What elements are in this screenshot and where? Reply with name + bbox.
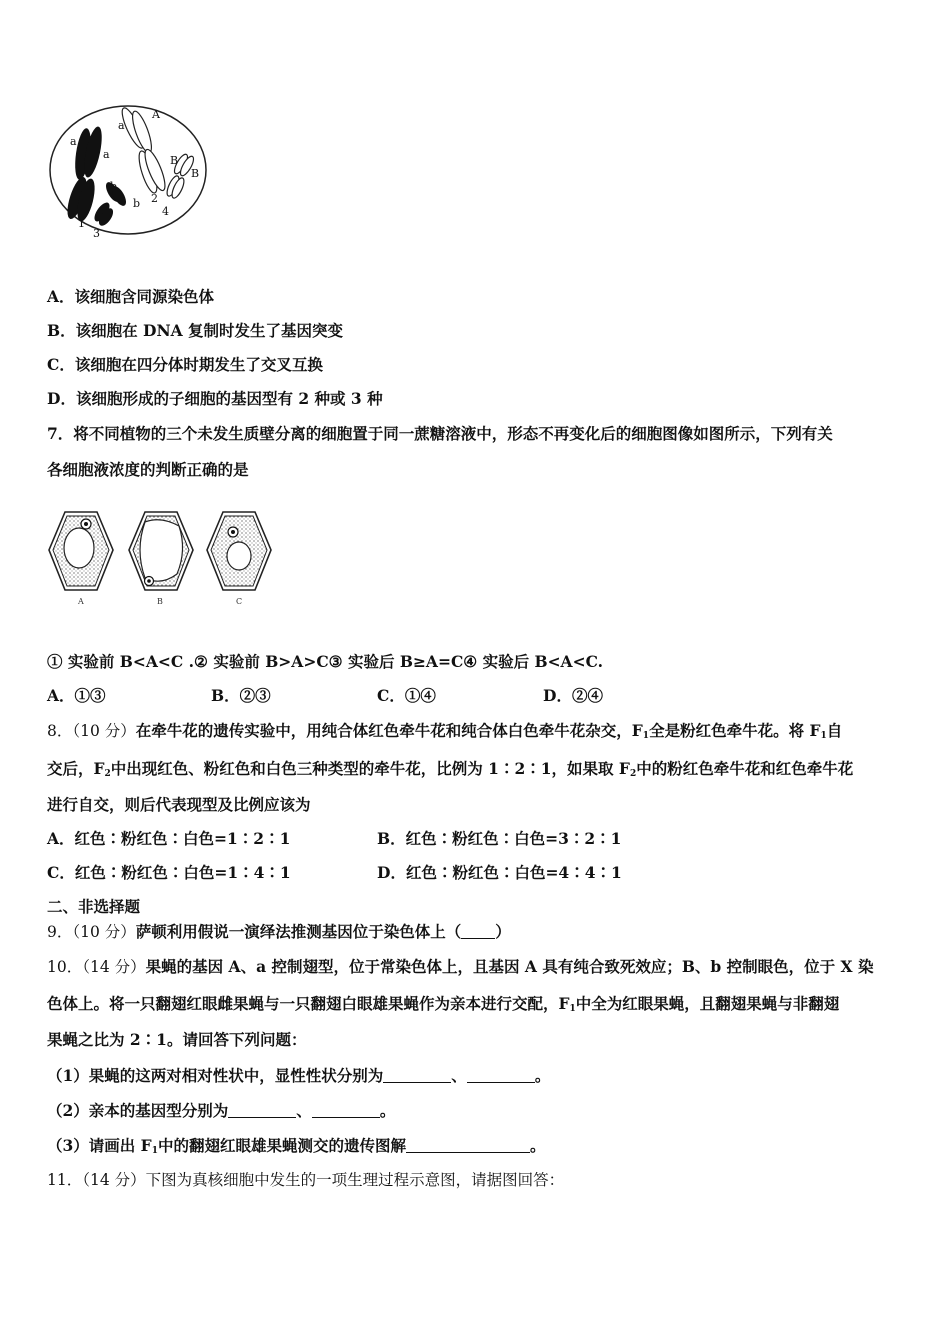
q11-text: 下图为真核细胞中发生的一项生理过程示意图，请据图回答： (145, 1171, 565, 1189)
fig1-label: a (103, 148, 110, 161)
fig1-label: B (191, 167, 200, 180)
q6-option-c: C．该细胞在四分体时期发生了交叉互换 (47, 355, 323, 374)
section-heading: 二、非选择题 (47, 897, 141, 916)
q10-text: 中全为红眼果蝇，且翻翅果蝇与非翻翅 (575, 994, 840, 1013)
q7-option-d: D．②④ (543, 686, 603, 705)
q10-text: 果蝇的基因 A、a 控制翅型，位于常染色体上，且基因 A 具有纯合致死效应；B、b 控制眼色，位于 X 染 (145, 957, 874, 976)
q10-text: 。 (534, 1066, 551, 1085)
fig1-label: B (170, 154, 179, 167)
cell-label-a: A (78, 597, 84, 606)
fig1-label: b (133, 197, 141, 210)
q8-text: 自 (826, 721, 843, 740)
q10-stem-line1 (47, 957, 873, 977)
cell-c (207, 512, 271, 590)
fig1-label: 1 (78, 217, 85, 230)
q7-stem-line1: 7．将不同植物的三个未发生质壁分离的细胞置于同一蔗糖溶液中，形态不再变化后的细胞图像如图所示，下列有关 (47, 424, 833, 443)
q8-text: 交后，F (47, 759, 105, 778)
plant-cells-figure (45, 508, 275, 608)
q8-stem-line3: 进行自交，则后代表现型及比例应该为 (47, 795, 311, 814)
answer-blank[interactable] (383, 1068, 451, 1083)
chromosome-2 (118, 106, 169, 195)
q11-score: （14 分） (82, 1171, 146, 1189)
fig1-label: 2 (151, 192, 158, 205)
answer-blank[interactable] (406, 1138, 530, 1153)
cell-a (49, 512, 113, 590)
q8-option-b: B．红色∶粉红色∶白色=3∶2∶1 (377, 829, 622, 848)
q10-text: 色体上。将一只翻翅红眼雌果蝇与一只翻翅白眼雄果蝇作为亲本进行交配，F (47, 994, 570, 1013)
answer-blank[interactable] (467, 1068, 535, 1083)
q7-options (47, 686, 603, 706)
q10-text: （1）果蝇的这两对相对性状中，显性性状分别为 (47, 1066, 384, 1085)
q7-option-b: B．②③ (211, 686, 271, 705)
q6-option-a: A．该细胞含同源染色体 (47, 287, 215, 306)
answer-blank[interactable] (461, 924, 495, 939)
cell-b (129, 512, 193, 590)
q10-sub2 (47, 1101, 395, 1121)
subscript: 2 (629, 769, 637, 779)
fig1-label: 4 (162, 205, 169, 218)
q8-options-row1 (47, 829, 621, 849)
subscript: 1 (151, 1146, 158, 1156)
q10-text: 、 (296, 1101, 312, 1120)
q8-option-a: A．红色∶粉红色∶白色=1∶2∶1 (47, 829, 291, 848)
q10-text: 。 (379, 1101, 396, 1120)
cell-label-b: B (157, 597, 163, 606)
q8-stem-line2 (47, 759, 853, 784)
q10-sub1 (47, 1066, 550, 1086)
q8-text: 在牵牛花的遗传实验中，用纯合体红色牵牛花和纯合体白色牵牛花杂交，F (135, 721, 643, 740)
q8-options-row2 (47, 863, 622, 883)
q7-option-a: A．①③ (47, 686, 106, 705)
q8-stem-line1 (47, 721, 842, 746)
fig1-label: 3 (93, 227, 100, 240)
q10-text: （3）请画出 F (47, 1136, 152, 1155)
q11-stem (47, 1170, 564, 1190)
q10-number: 10． (47, 958, 83, 976)
q9-text: ） (495, 922, 511, 941)
q6-option-d: D．该细胞形成的子细胞的基因型有 2 种或 3 种 (47, 389, 383, 408)
q8-text: 全是粉红色牵牛花。将 F (649, 721, 821, 740)
subscript: 2 (104, 769, 111, 779)
q7-statements: ① 实验前 B<A<C .② 实验前 B>A>C③ 实验后 B≥A=C④ 实验后 B<A<C. (47, 652, 604, 671)
q10-stem-line3: 果蝇之比为 2∶1。请回答下列问题： (47, 1030, 307, 1049)
q10-text: 。 (529, 1136, 546, 1155)
fig1-label: a (118, 119, 125, 132)
cell-label-c: C (236, 597, 243, 606)
q8-score: （10 分） (72, 722, 136, 740)
q10-text: 中的翻翅红眼雄果蝇测交的遗传图解 (157, 1136, 406, 1155)
fig1-label: A (152, 108, 160, 121)
subscript: 1 (569, 1004, 576, 1014)
subscript: 1 (820, 731, 827, 741)
subscript: 1 (642, 731, 650, 741)
q7-stem-line2: 各细胞液浓度的判断正确的是 (47, 460, 249, 479)
answer-blank[interactable] (228, 1103, 296, 1118)
q10-stem-line2 (47, 994, 839, 1019)
q9-score: （10 分） (72, 923, 136, 941)
answer-blank[interactable] (312, 1103, 380, 1118)
q9-number: 9． (47, 923, 73, 941)
q8-number: 8． (47, 722, 73, 740)
q8-text: 中出现红色、粉红色和白色三种类型的牵牛花，比例为 1∶2∶1，如果取 F (110, 759, 630, 778)
q8-option-d: D．红色∶粉红色∶白色=4∶4∶1 (377, 863, 622, 882)
q8-text: 中的粉红色牵牛花和红色牵牛花 (636, 759, 854, 778)
fig1-label: a (70, 135, 77, 148)
q9-stem (47, 922, 511, 942)
q10-score: （14 分） (82, 958, 146, 976)
q10-text: 、 (451, 1066, 467, 1085)
q7-option-c: C．①④ (377, 686, 436, 705)
q11-number: 11． (47, 1171, 83, 1189)
q10-sub3 (47, 1136, 545, 1161)
q9-text: 萨顿利用假说一演绎法推测基因位于染色体上（ (135, 922, 462, 941)
q10-text: （2）亲本的基因型分别为 (47, 1101, 229, 1120)
chromosome-figure (45, 100, 215, 245)
q6-option-b: B．该细胞在 DNA 复制时发生了基因突变 (47, 321, 344, 340)
q8-option-c: C．红色∶粉红色∶白色=1∶4∶1 (47, 863, 291, 882)
fig1-label: b (110, 180, 118, 193)
